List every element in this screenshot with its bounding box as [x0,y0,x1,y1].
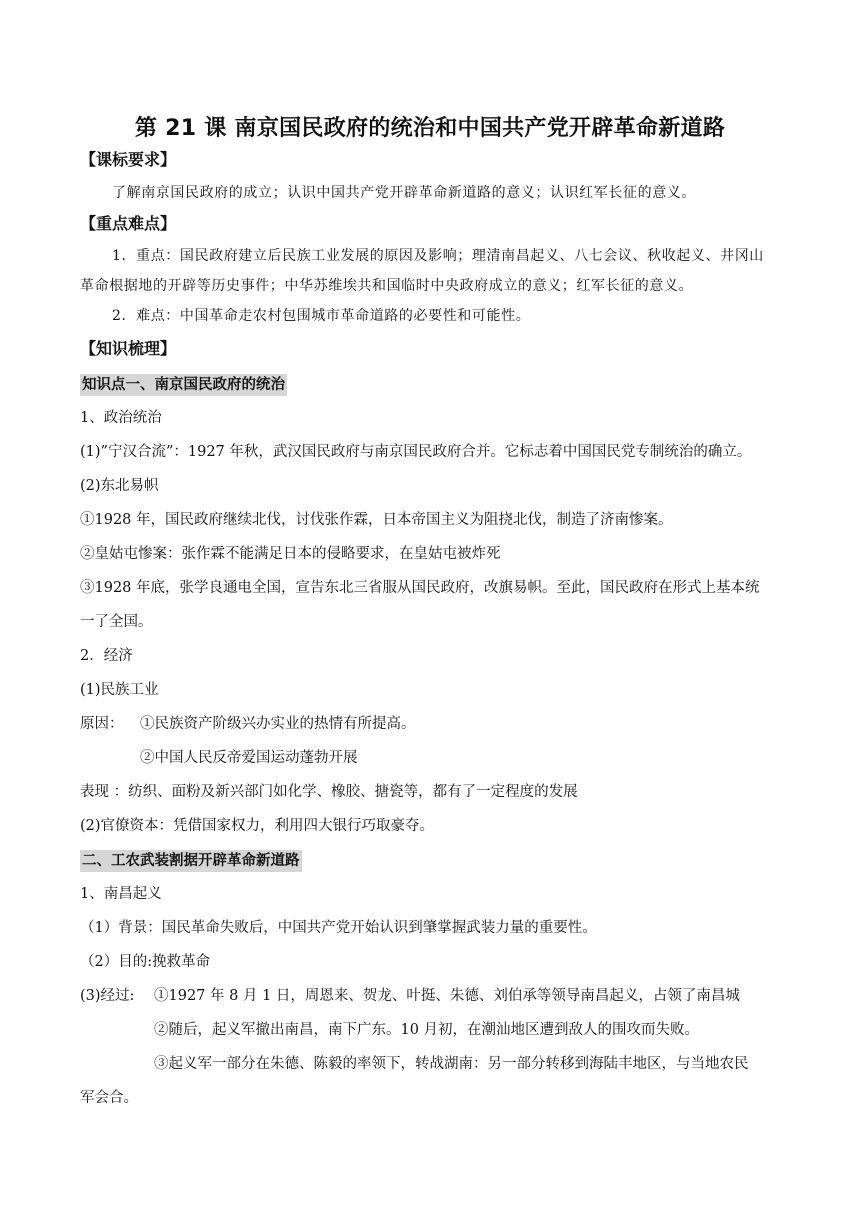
part1-line-7: 2．经济 [80,648,133,664]
part1-line-8: (1)民族工业 [80,682,159,698]
part2-line-1: 1、南昌起义 [80,886,162,902]
part2-line-5: ②随后，起义军撤出南昌，南下广东。10 月初，在潮汕地区遭到敌人的围攻而失败。 [154,1022,700,1038]
part2-line-4: ①1927 年 8 月 1 日，周恩来、贺龙、叶挺、朱德、刘伯承等领导南昌起义，占领了南昌城 [154,988,740,1004]
part1-line-5: ②皇姑屯惨案：张作霖不能满足日本的侵略要求，在皇姑屯被炸死 [80,546,501,562]
part1-line-10: ②中国人民反帝爱国运动蓬勃开展 [140,750,358,766]
section-heading-part1: 知识点一、南京国民政府的统治 [80,374,287,396]
part1-line-6b: 一了全国。 [80,614,153,630]
part1-line-2: (1)”宁汉合流”：1927 年秋，武汉国民政府与南京国民政府合并。它标志着中国国民党专制统治的确立。 [80,444,752,460]
page-title: 第 21 课 南京国民政府的统治和中国共产党开辟革命新道路 [134,116,726,141]
part1-line-4: ①1928 年，国民政府继续北伐，讨伐张作霖，日本帝国主义为阻挠北伐，制造了济南惨案。 [80,512,673,528]
heading-zhishi: 【知识梳理】 [80,339,177,358]
heading-kebiao: 【课标要求】 [80,150,177,169]
zhongdian-line-1b: 革命根据地的开辟等历史事件；中华苏维埃共和国临时中央政府成立的意义；红军长征的意义。 [80,278,694,294]
part2-line-4-label: (3)经过: [80,988,135,1004]
section-heading-part2: 二、工农武装割据开辟革命新道路 [80,850,302,872]
part1-line-6a: ③1928 年底，张学良通电全国，宣告东北三省服从国民政府，改旗易帜。至此，国民政府在形式上基本统 [80,580,760,596]
part1-line-12: (2)官僚资本：凭借国家权力，利用四大银行巧取豪夺。 [80,818,435,834]
part1-line-9-label: 原因： [80,716,124,732]
part1-line-9: ①民族资产阶级兴办实业的热情有所提高。 [140,716,416,732]
kebiao-text: 了解南京国民政府的成立；认识中国共产党开辟革命新道路的意义；认识红军长征的意义。 [112,185,696,201]
part2-line-6a: ③起义军一部分在朱德、陈毅的率领下，转战湖南：另一部分转移到海陆丰地区，与当地农民 [154,1056,749,1072]
part2-line-6b: 军会合。 [80,1090,138,1106]
part1-line-11: 表现 ：纺织、面粉及新兴部门如化学、橡胶、搪瓷等，都有了一定程度的发展 [80,784,578,800]
zhongdian-line-2: 2．难点：中国革命走农村包围城市革命道路的必要性和可能性。 [112,308,531,324]
part1-line-1: 1、政治统治 [80,410,162,426]
part1-line-3: (2)东北易帜 [80,478,159,494]
part2-line-2: （1）背景：国民革命失败后，中国共产党开始认识到肇掌握武装力量的重要性。 [80,920,597,936]
heading-zhongdian: 【重点难点】 [80,214,177,233]
zhongdian-line-1a: 1．重点：国民政府建立后民族工业发展的原因及影响；理清南昌起义、八七会议、秋收起义、井冈山 [112,248,764,264]
part2-line-3: （2）目的:挽救革命 [80,954,211,970]
